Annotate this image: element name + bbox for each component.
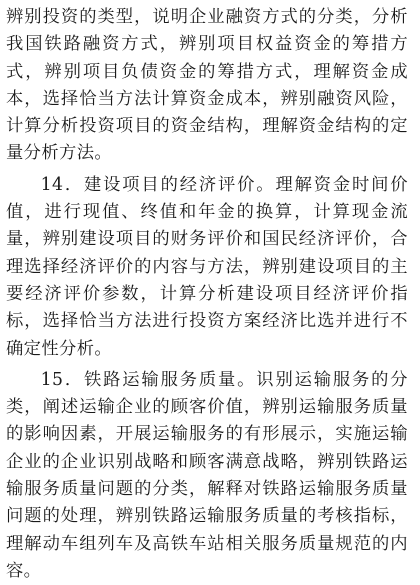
paragraph-continuation: 辨别投资的类型，说明企业融资方式的分类，分析我国铁路融资方式，辨别项目权益资金的筹措方式，辨别项目负债资金的筹措方式，理解资金成本，选择恰当方法计算资金成本，辨别融资风险，计算分析投资项目的资金结构，理解资金结构的定量分析方法。 <box>6 7 408 164</box>
paragraph-item-15: 15．铁路运输服务质量。识别运输服务的分类，阐述运输企业的顾客价值，辨别运输服务质量的影响因素，开展运输服务的有形展示，实施运输企业的企业识别战略和顾客满意战略，辨别铁路运输服务质量问题的分类，解释对铁路运输服务质量问题的处理，辨别铁路运输服务质量的考核指标，理解动车组列车及高铁车站相关服务质量规范的内容。 <box>6 369 408 581</box>
paragraph-item-14: 14．建设项目的经济评价。理解资金时间价值，进行现值、终值和年金的换算，计算现金流量，辨别建设项目的财务评价和国民经济评价，合理选择经济评价的内容与方法，辨别建设项目的主要经济评价参数，计算分析建设项目经济评价指标，选择恰当方法进行投资方案经济比选并进行不确定性分析。 <box>6 174 408 359</box>
